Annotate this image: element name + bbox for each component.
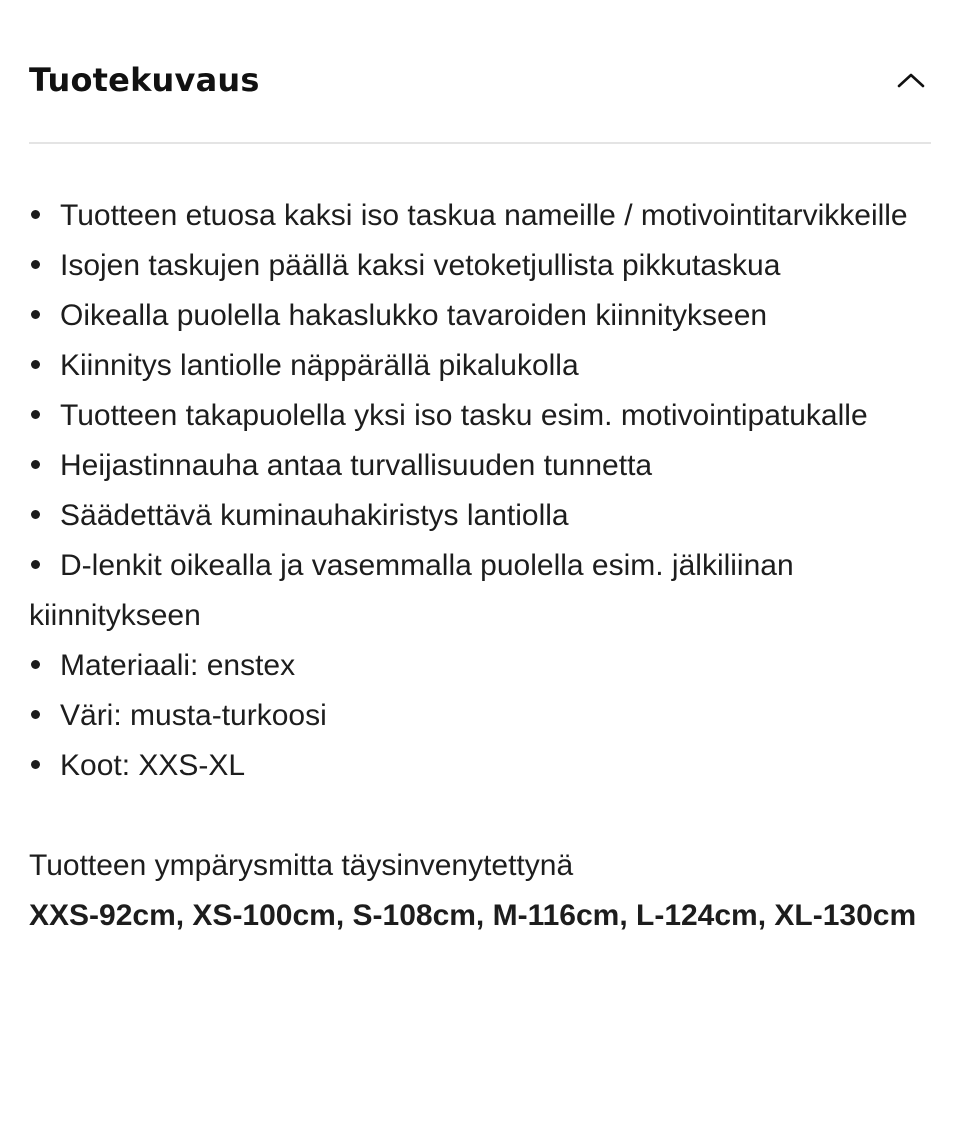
list-item-text: Säädettävä kuminauhakiristys lantiolla [60,499,569,532]
size-measurements: XXS-92cm, XS-100cm, S-108cm, M-116cm, L-124cm, XL-130cm [29,899,917,932]
list-item [29,341,929,391]
bullet-icon [31,210,40,219]
divider [29,142,931,144]
list-item [29,441,929,491]
bullet-icon [31,310,40,319]
list-item-text: Kiinnitys lantiolle näppärällä pikalukolla [60,349,579,382]
list-item-text: Materiaali: enstex [60,649,296,682]
bullet-icon [31,760,40,769]
list-item-text: D-lenkit oikealla ja vasemmalla puolella esim. jälkiliinan kiinnitykseen [29,549,794,632]
list-item [29,641,929,691]
list-item [29,391,929,441]
list-item [29,191,929,241]
bullet-icon [31,260,40,269]
chevron-up-icon[interactable] [891,60,931,100]
section-title: Tuotekuvaus [29,61,260,99]
bullet-icon [31,360,40,369]
list-item-text: Väri: musta-turkoosi [60,699,327,732]
bullet-icon [31,510,40,519]
list-item [29,541,929,641]
bullet-icon [31,460,40,469]
bullet-icon [31,560,40,569]
list-item-text: Isojen taskujen päällä kaksi vetoketjullista pikkutaskua [60,249,781,282]
list-item-text: Koot: XXS-XL [60,749,246,782]
description-accordion-header[interactable] [29,52,931,108]
bullet-icon [31,660,40,669]
list-item [29,691,929,741]
list-item-text: Tuotteen takapuolella yksi iso tasku esim. motivointipatukalle [60,399,868,432]
bullet-icon [31,410,40,419]
measurement-label: Tuotteen ympärysmitta täysinvenytettynä [29,849,574,882]
list-item-text: Heijastinnauha antaa turvallisuuden tunnetta [60,449,653,482]
list-item [29,491,929,541]
list-item-text: Oikealla puolella hakaslukko tavaroiden kiinnitykseen [60,299,768,332]
measurement-info [29,841,929,941]
list-item [29,291,929,341]
product-description [29,191,929,941]
list-item-text: Tuotteen etuosa kaksi iso taskua nameille / motivointitarvikkeille [60,199,908,232]
list-item [29,241,929,291]
bullet-icon [31,710,40,719]
feature-list [29,191,929,791]
list-item [29,741,929,791]
